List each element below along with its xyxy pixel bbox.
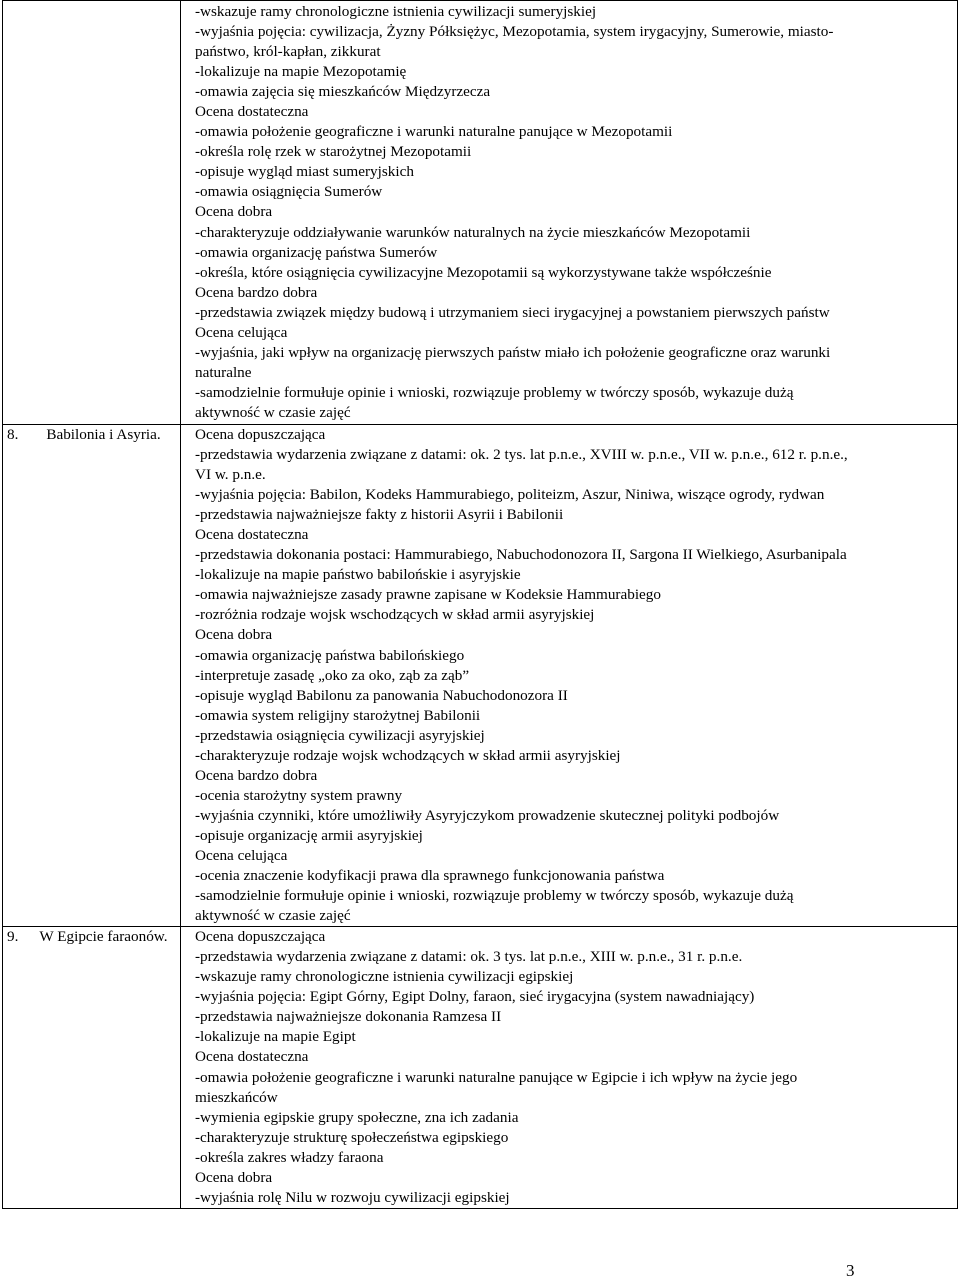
grade-heading: Ocena dobra bbox=[195, 626, 273, 644]
topic-cell bbox=[3, 927, 181, 1209]
requirement-line: -wyjaśnia pojęcia: cywilizacja, Żyzny Półksiężyc, Mezopotamia, system irygacyjny, Sumerowie, miasto- bbox=[195, 23, 834, 41]
topic-heading bbox=[7, 425, 178, 445]
grade-heading: Ocena dostateczna bbox=[195, 526, 309, 544]
grade-heading: Ocena dobra bbox=[195, 203, 273, 221]
grade-heading: Ocena dopuszczająca bbox=[195, 928, 326, 946]
topic-heading bbox=[7, 927, 178, 947]
requirement-line: -ocenia starożytny system prawny bbox=[195, 786, 403, 804]
requirement-line: -opisuje wygląd miast sumeryjskich bbox=[195, 163, 414, 181]
requirement-line: -przedstawia osiągnięcia cywilizacji asyryjskiej bbox=[195, 726, 485, 744]
requirement-line: -omawia najważniejsze zasady prawne zapisane w Kodeksie Hammurabiego bbox=[195, 586, 661, 604]
requirement-line: -omawia osiągnięcia Sumerów bbox=[195, 183, 383, 201]
requirement-line: -charakteryzuje rodzaje wojsk wchodzących w skład armii asyryjskiej bbox=[195, 746, 621, 764]
topic-title: W Egipcie faraonów. bbox=[39, 928, 168, 946]
topic-title: Babilonia i Asyria. bbox=[46, 426, 161, 443]
requirement-line: -przedstawia związek między budową i utrzymaniem sieci irygacyjnej a powstaniem pierwszych państw bbox=[195, 303, 830, 321]
grade-heading: Ocena celująca bbox=[195, 323, 288, 341]
requirement-line: -omawia położenie geograficzne i warunki naturalne panujące w Mezopotamii bbox=[195, 123, 673, 141]
requirements-cell bbox=[181, 1, 958, 425]
requirement-line: mieszkańców bbox=[195, 1088, 278, 1106]
requirement-line: -samodzielnie formułuje opinie i wnioski, rozwiązuje problemy w twórczy sposób, wykazuje dużą bbox=[195, 887, 794, 905]
table-row bbox=[3, 927, 958, 1209]
requirement-line: -wskazuje ramy chronologiczne istnienia cywilizacji sumeryjskiej bbox=[195, 3, 597, 20]
requirement-line: -opisuje organizację armii asyryjskiej bbox=[195, 826, 423, 844]
requirement-line: -ocenia znaczenie kodyfikacji prawa dla sprawnego funkcjonowania państwa bbox=[195, 867, 665, 885]
table-row bbox=[3, 1, 958, 425]
grade-heading: Ocena bardzo dobra bbox=[195, 283, 318, 301]
requirement-line: -omawia położenie geograficzne i warunki naturalne panujące w Egipcie i ich wpływ na życie jego bbox=[195, 1068, 798, 1086]
requirement-line: aktywność w czasie zajęć bbox=[195, 907, 351, 925]
requirement-line: -omawia organizację państwa babilońskiego bbox=[195, 646, 465, 664]
requirement-line: -przedstawia wydarzenia związane z datami: ok. 2 tys. lat p.n.e., XVIII w. p.n.e., VII w. p.n.e., 612 r. p.n.e., bbox=[195, 446, 848, 464]
page-number: 3 bbox=[846, 1261, 855, 1280]
curriculum-table bbox=[2, 0, 958, 1209]
topic-number: 8. bbox=[7, 426, 19, 443]
requirement-line: -określa, które osiągnięcia cywilizacyjne Mezopotamii są wykorzystywane także współcześnie bbox=[195, 263, 772, 281]
requirement-line: -przedstawia najważniejsze dokonania Ramzesa II bbox=[195, 1008, 502, 1026]
requirement-line: -lokalizuje na mapie Mezopotamię bbox=[195, 63, 407, 81]
requirement-line: -wyjaśnia, jaki wpływ na organizację pierwszych państw miało ich położenie geograficzne oraz warunki bbox=[195, 343, 831, 361]
requirement-line: -omawia system religijny starożytnej Babilonii bbox=[195, 706, 481, 724]
requirement-line: -charakteryzuje strukturę społeczeństwa egipskiego bbox=[195, 1128, 509, 1146]
requirement-line: -wyjaśnia pojęcia: Egipt Górny, Egipt Dolny, faraon, sieć irygacyjna (system nawadniający) bbox=[195, 988, 755, 1006]
table-body bbox=[3, 1, 958, 1209]
requirement-line: -omawia organizację państwa Sumerów bbox=[195, 243, 438, 261]
grade-heading: Ocena dopuszczająca bbox=[195, 426, 326, 443]
requirement-line: -określa zakres władzy faraona bbox=[195, 1148, 384, 1166]
requirement-line: VI w. p.n.e. bbox=[195, 466, 266, 484]
requirement-line: -wskazuje ramy chronologiczne istnienia cywilizacji egipskiej bbox=[195, 968, 574, 986]
requirement-line: -lokalizuje na mapie Egipt bbox=[195, 1028, 356, 1046]
grade-heading: Ocena celująca bbox=[195, 846, 288, 864]
requirement-line: -przedstawia wydarzenia związane z datami: ok. 3 tys. lat p.n.e., XIII w. p.n.e., 31 r. p.n.e. bbox=[195, 948, 743, 966]
requirement-line: -wymienia egipskie grupy społeczne, zna ich zadania bbox=[195, 1108, 519, 1126]
requirement-line: -wyjaśnia pojęcia: Babilon, Kodeks Hammurabiego, politeizm, Aszur, Niniwa, wiszące ogrody, rydwan bbox=[195, 486, 825, 504]
requirement-line: -wyjaśnia rolę Nilu w rozwoju cywilizacji egipskiej bbox=[195, 1188, 510, 1206]
topic-number: 9. bbox=[7, 928, 19, 946]
requirement-line: -samodzielnie formułuje opinie i wnioski, rozwiązuje problemy w twórczy sposób, wykazuje dużą bbox=[195, 383, 794, 401]
requirements-cell bbox=[181, 927, 958, 1209]
table-row bbox=[3, 425, 958, 927]
requirement-line: aktywność w czasie zajęć bbox=[195, 403, 351, 421]
requirement-line: -lokalizuje na mapie państwo babilońskie i asyryjskie bbox=[195, 566, 521, 584]
requirement-line: naturalne bbox=[195, 363, 252, 381]
requirement-line: -wyjaśnia czynniki, które umożliwiły Asyryjczykom prowadzenie skutecznej polityki podbojów bbox=[195, 806, 780, 824]
grade-heading: Ocena dobra bbox=[195, 1168, 273, 1186]
requirement-line: -przedstawia dokonania postaci: Hammurabiego, Nabuchodonozora II, Sargona II Wielkiego, Asurbanipala bbox=[195, 546, 847, 564]
requirement-line: -opisuje wygląd Babilonu za panowania Nabuchodonozora II bbox=[195, 686, 568, 704]
topic-cell bbox=[3, 425, 181, 927]
grade-heading: Ocena bardzo dobra bbox=[195, 766, 318, 784]
requirement-line: -określa rolę rzek w starożytnej Mezopotamii bbox=[195, 143, 472, 161]
grade-heading: Ocena dostateczna bbox=[195, 1048, 309, 1066]
requirement-line: państwo, król-kapłan, zikkurat bbox=[195, 43, 381, 61]
requirement-line: -interpretuje zasadę „oko za oko, ząb za ząb” bbox=[195, 666, 470, 684]
requirement-line: -rozróżnia rodzaje wojsk wschodzących w skład armii asyryjskiej bbox=[195, 606, 595, 624]
topic-cell bbox=[3, 1, 181, 425]
requirement-line: -charakteryzuje oddziaływanie warunków naturalnych na życie mieszkańców Mezopotamii bbox=[195, 223, 751, 241]
requirement-line: -omawia zajęcia się mieszkańców Międzyrzecza bbox=[195, 83, 491, 101]
requirement-line: -przedstawia najważniejsze fakty z historii Asyrii i Babilonii bbox=[195, 506, 564, 524]
requirements-cell bbox=[181, 425, 958, 927]
grade-heading: Ocena dostateczna bbox=[195, 103, 309, 121]
